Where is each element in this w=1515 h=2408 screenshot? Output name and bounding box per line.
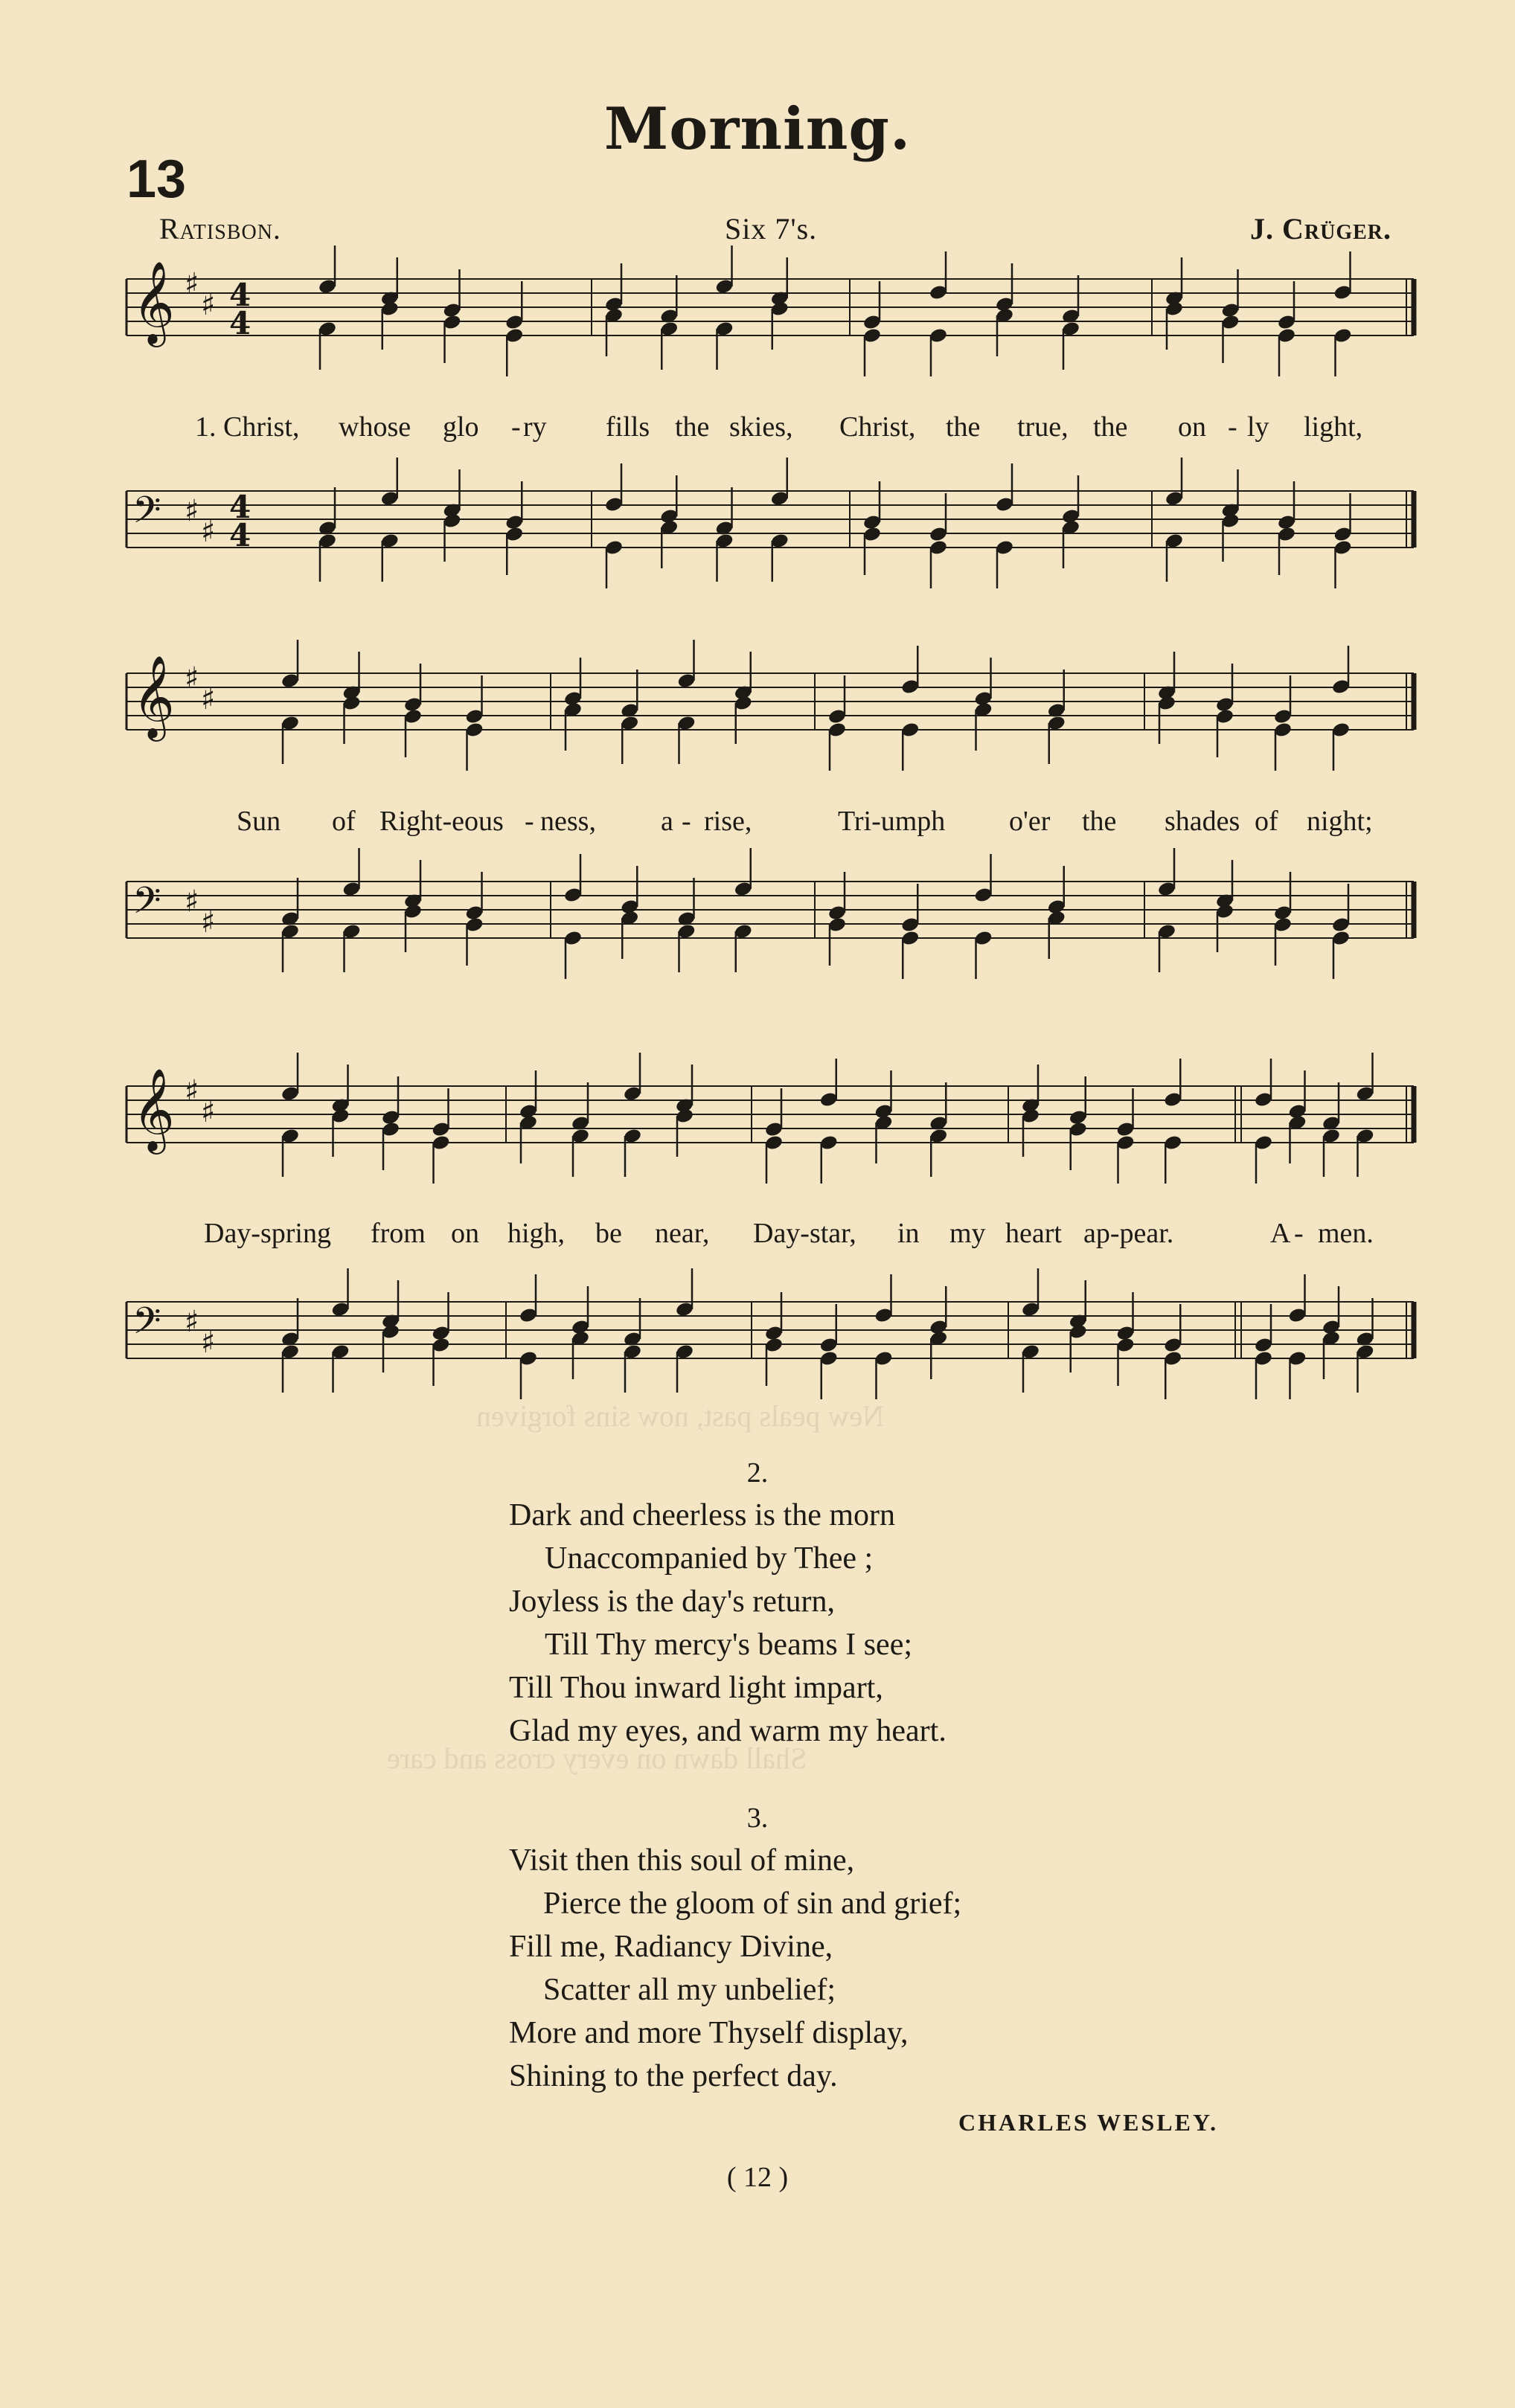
verse-line: Visit then this soul of mine, [509,1843,855,1878]
verse-line: Joyless is the day's return, [509,1585,836,1619]
verse-line: Till Thou inward light impart, [509,1671,883,1705]
lyric-syllable: men. [1318,1218,1374,1249]
treble-clef-icon: 𝄞 [132,655,175,738]
verse-line: Dark and cheerless is the morn [509,1498,895,1532]
sharp-icon: ♯ [201,682,216,716]
lyric-syllable: light, [1304,411,1363,443]
lyric-syllable: high, [507,1218,566,1249]
lyric-syllable: my [949,1218,986,1249]
time-signature: 4 [229,305,252,341]
lyric-syllable: the [1082,806,1117,837]
lyric-syllable: - [1228,411,1237,443]
lyric-syllable: o'er [1009,806,1051,837]
lyric-syllable: - [682,806,691,837]
bleed-through-text: Shall dawn on every cross and care [387,1741,807,1775]
verse-line: Scatter all my unbelief; [543,1973,836,2007]
composer: J. Crüger. [1249,212,1391,245]
page-title: Morning. [603,95,912,163]
sharp-icon: ♯ [201,1095,216,1129]
lyric-syllable: true, [1017,411,1069,443]
lyric-syllable: Christ, [839,411,916,443]
lyric-syllable: on [1178,411,1206,443]
sharp-icon: ♯ [185,661,199,696]
tune-name: Ratisbon. [159,212,281,245]
lyric-syllable: ap-pear. [1083,1218,1174,1249]
sharp-icon: ♯ [185,884,199,919]
verse-line: Unaccompanied by Thee ; [545,1541,874,1576]
lyric-syllable: the [1093,411,1128,443]
lyric-syllable: be [595,1218,622,1249]
treble-clef-icon: 𝄞 [132,1067,175,1151]
lyric-syllable: ry [523,411,547,443]
verse-line: Glad my eyes, and warm my heart. [509,1714,947,1748]
lyric-syllable: the [946,411,981,443]
lyric-syllable: skies, [729,411,793,443]
sharp-icon: ♯ [185,494,199,528]
lyric-syllable: of [332,806,356,837]
lyric-syllable: on [451,1218,479,1249]
sharp-icon: ♯ [185,267,199,301]
lyric-syllable: Day-star, [753,1218,856,1249]
lyric-syllable: heart [1005,1218,1062,1249]
lyric-syllable: Tri-umph [838,806,946,837]
hymn-number: 13 [126,150,187,209]
lyric-syllable: glo [443,411,479,443]
time-signature: 4 [229,517,252,553]
sharp-icon: ♯ [201,905,216,940]
lyric-syllable: rise, [704,806,752,837]
verse-line: Pierce the gloom of sin and grief; [543,1887,962,1921]
sharp-icon: ♯ [185,1074,199,1108]
bass-clef-icon: 𝄢 [132,489,161,541]
lyric-syllable: Right-eous [379,806,504,837]
verse-number: 3. [746,1802,769,1834]
verse-line: Till Thy mercy's beams I see; [545,1628,913,1662]
lyric-syllable: of [1255,806,1278,837]
verse-line: Fill me, Radiancy Divine, [509,1930,833,1964]
bass-clef-icon: 𝄢 [132,1300,161,1352]
verse-line: More and more Thyself display, [509,2016,909,2050]
sharp-icon: ♯ [201,1326,216,1360]
author: CHARLES WESLEY. [958,2109,1219,2136]
time-signature: 4 [229,277,252,313]
lyric-syllable: - [1294,1218,1304,1249]
lyric-syllable: near, [655,1218,710,1249]
sharp-icon: ♯ [185,1305,199,1339]
treble-clef-icon: 𝄞 [132,260,175,344]
lyric-syllable: Sun [237,806,281,837]
lyric-syllable: shades [1165,806,1240,837]
lyric-syllable: A [1270,1218,1291,1249]
lyric-syllable: a [661,806,673,837]
lyric-syllable: the [675,411,710,443]
bleed-through-text: New peals past, now sins forgiven [476,1399,885,1433]
lyric-syllable: ness, [540,806,596,837]
lyric-syllable: night; [1307,806,1373,837]
lyric-syllable: from [371,1218,426,1249]
lyric-syllable: 1. Christ, [195,411,300,443]
meter: Six 7's. [725,212,818,245]
bass-clef-icon: 𝄢 [132,879,161,931]
lyric-syllable: - [511,411,521,443]
lyric-syllable: Day-spring [204,1218,331,1249]
verse-line: Shining to the perfect day. [509,2059,838,2093]
time-signature: 4 [229,489,252,525]
verse-number: 2. [746,1457,769,1489]
lyric-syllable: fills [606,411,650,443]
lyric-syllable: in [897,1218,920,1249]
sharp-icon: ♯ [201,515,216,549]
page-number: ( 12 ) [726,2162,789,2193]
lyric-syllable: ly [1247,411,1269,443]
sharp-icon: ♯ [201,288,216,322]
lyric-syllable: - [525,806,534,837]
lyric-syllable: whose [339,411,411,443]
